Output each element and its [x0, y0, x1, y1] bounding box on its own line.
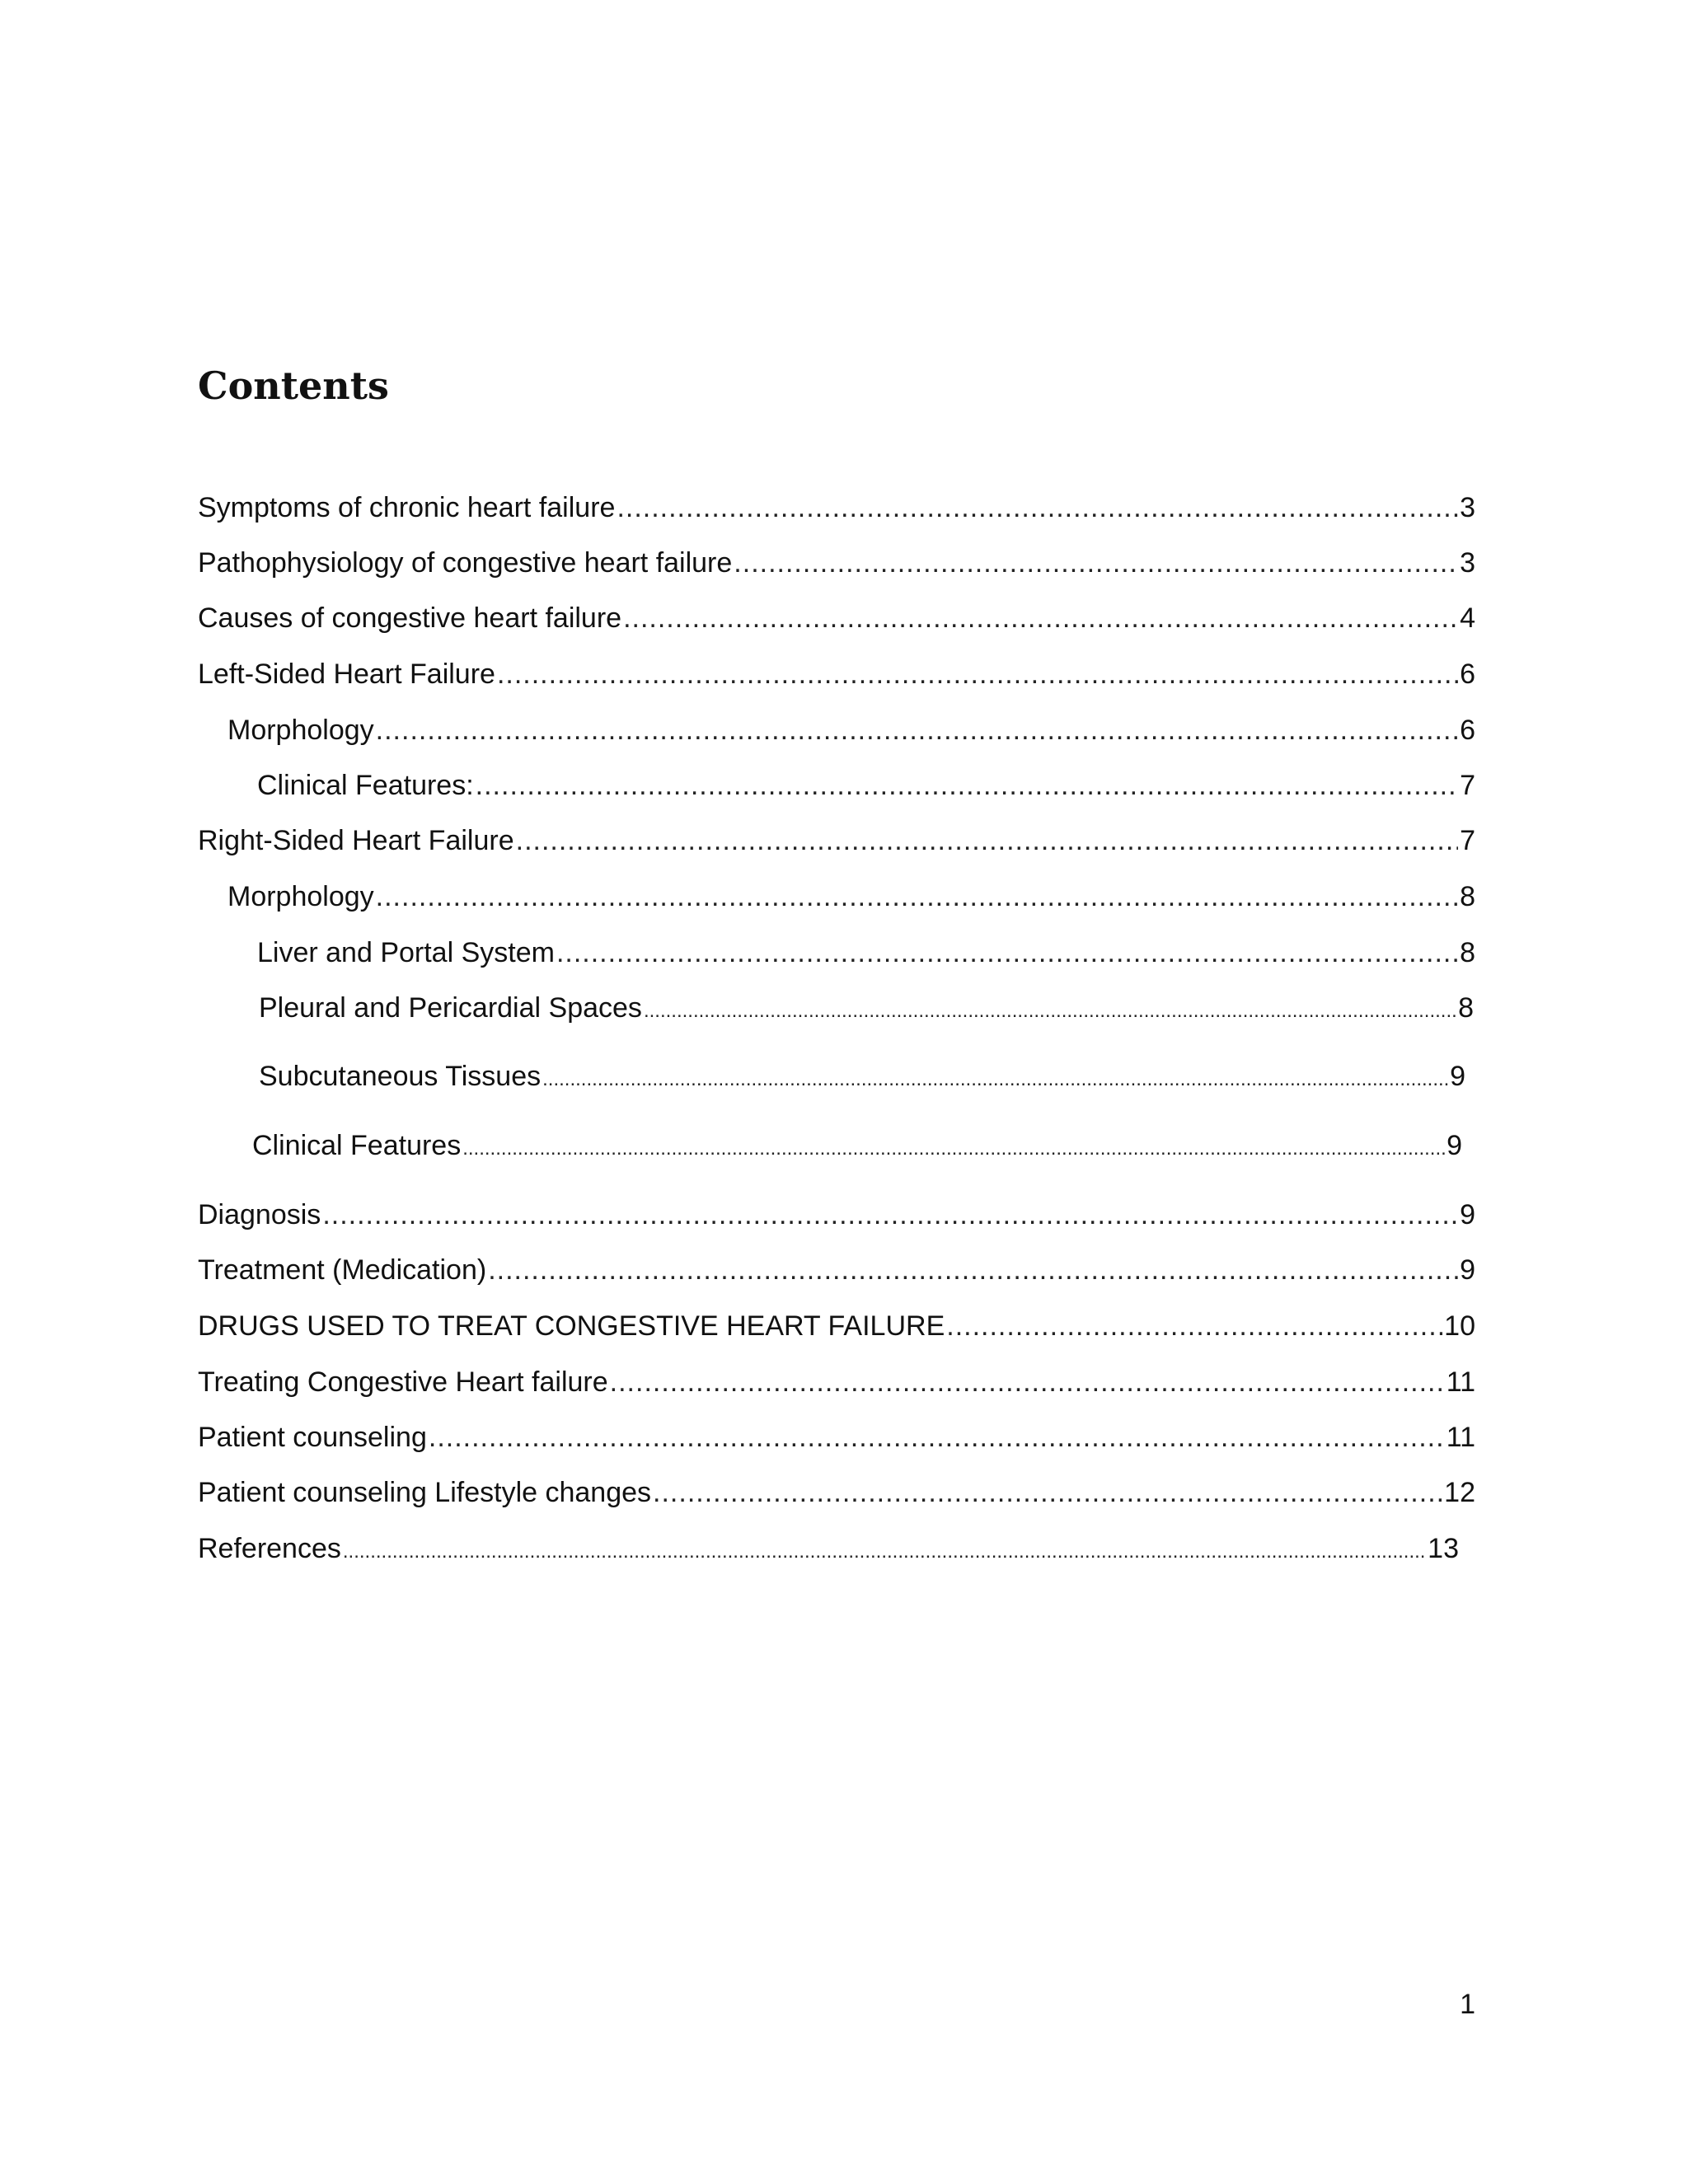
toc-entry-label: Morphology — [227, 715, 374, 746]
toc-dot-leader — [617, 490, 1458, 526]
toc-dot-leader — [462, 1131, 1445, 1167]
toc-entry-label: Morphology — [227, 881, 374, 912]
toc-dot-leader — [376, 879, 1458, 915]
toc-entry[interactable] — [198, 823, 1475, 859]
toc-entry-label: References — [198, 1533, 341, 1564]
toc-entry-label: Treatment (Medication) — [198, 1254, 487, 1286]
toc-dot-leader — [516, 823, 1458, 859]
toc-dot-leader — [734, 545, 1458, 581]
toc-dot-leader — [556, 935, 1458, 971]
toc-entry-page: 11 — [1446, 1366, 1475, 1398]
toc-entry[interactable] — [198, 1197, 1475, 1233]
toc-dot-leader — [322, 1197, 1458, 1233]
toc-dot-leader — [610, 1364, 1445, 1400]
toc-entry-page: 3 — [1460, 492, 1475, 523]
toc-dot-leader — [497, 656, 1458, 692]
toc-entry-page: 9 — [1460, 1199, 1475, 1230]
toc-entry[interactable] — [257, 935, 1475, 971]
toc-dot-leader — [488, 1252, 1458, 1288]
toc-entry[interactable] — [198, 1308, 1475, 1344]
toc-entry[interactable] — [198, 600, 1475, 636]
toc-entry-page: 3 — [1460, 547, 1475, 579]
toc-entry[interactable] — [257, 767, 1475, 804]
toc-entry-label: Right-Sided Heart Failure — [198, 825, 514, 856]
toc-entry-page: 8 — [1460, 881, 1475, 912]
toc-entry[interactable] — [198, 656, 1475, 692]
toc-entry-label: Left-Sided Heart Failure — [198, 658, 495, 690]
toc-entry-page: 6 — [1460, 715, 1475, 746]
toc-dot-leader — [476, 767, 1458, 804]
toc-entry-page: 9 — [1460, 1254, 1475, 1286]
toc-entry[interactable] — [198, 490, 1475, 526]
toc-entry-label: Treating Congestive Heart failure — [198, 1366, 608, 1398]
toc-entry-label: Clinical Features — [252, 1130, 462, 1161]
toc-dot-leader — [946, 1308, 1442, 1344]
toc-entry[interactable] — [198, 545, 1475, 581]
toc-dot-leader — [644, 993, 1456, 1029]
toc-dot-leader — [653, 1474, 1442, 1511]
toc-entry-label: DRUGS USED TO TREAT CONGESTIVE HEART FAILURE — [198, 1310, 945, 1342]
toc-entry-page: 13 — [1428, 1533, 1459, 1564]
toc-entry-page: 9 — [1447, 1130, 1462, 1161]
toc-entry-label: Pleural and Pericardial Spaces — [259, 992, 642, 1024]
toc-entry-label: Patient counseling Lifestyle changes — [198, 1477, 652, 1508]
toc-entry-page: 11 — [1446, 1422, 1475, 1453]
toc-entry[interactable] — [259, 990, 1474, 1026]
toc-dot-leader — [623, 600, 1458, 636]
toc-entry-page: 12 — [1444, 1477, 1475, 1508]
toc-entry[interactable] — [252, 1127, 1462, 1164]
toc-entry[interactable] — [198, 1474, 1475, 1511]
toc-entry-label: Liver and Portal System — [257, 937, 555, 968]
toc-entry-page: 8 — [1460, 937, 1475, 968]
toc-dot-leader — [429, 1419, 1445, 1455]
page-number: 1 — [1460, 1989, 1475, 2020]
toc-entry-page: 10 — [1444, 1310, 1475, 1342]
toc-entry-label: Subcutaneous Tissues — [259, 1061, 542, 1092]
toc-entry-label: Clinical Features: — [257, 770, 474, 801]
toc-dot-leader — [542, 1062, 1448, 1098]
toc-entry[interactable] — [198, 1364, 1475, 1400]
toc-entry-label: Pathophysiology of congestive heart failure — [198, 547, 733, 579]
toc-entry[interactable] — [227, 879, 1475, 915]
toc-entry[interactable] — [198, 1530, 1459, 1567]
toc-entry[interactable] — [198, 1252, 1475, 1288]
toc-entry[interactable] — [227, 712, 1475, 748]
toc-dot-leader — [376, 712, 1458, 748]
toc-entry-page: 8 — [1458, 992, 1474, 1024]
page-title: Contents — [198, 363, 389, 408]
toc-entry-page: 9 — [1450, 1061, 1465, 1092]
toc-entry-label: Causes of congestive heart failure — [198, 602, 622, 634]
toc-entry-label: Symptoms of chronic heart failure — [198, 492, 616, 523]
toc-entry[interactable] — [259, 1058, 1465, 1094]
toc-entry-label: Patient counseling — [198, 1422, 427, 1453]
toc-entry-page: 7 — [1460, 825, 1475, 856]
toc-entry-page: 6 — [1460, 658, 1475, 690]
toc-entry[interactable] — [198, 1419, 1475, 1455]
toc-entry-label: Diagnosis — [198, 1199, 321, 1230]
toc-entry-page: 7 — [1460, 770, 1475, 801]
toc-entry-page: 4 — [1460, 602, 1475, 634]
toc-dot-leader — [343, 1534, 1426, 1570]
